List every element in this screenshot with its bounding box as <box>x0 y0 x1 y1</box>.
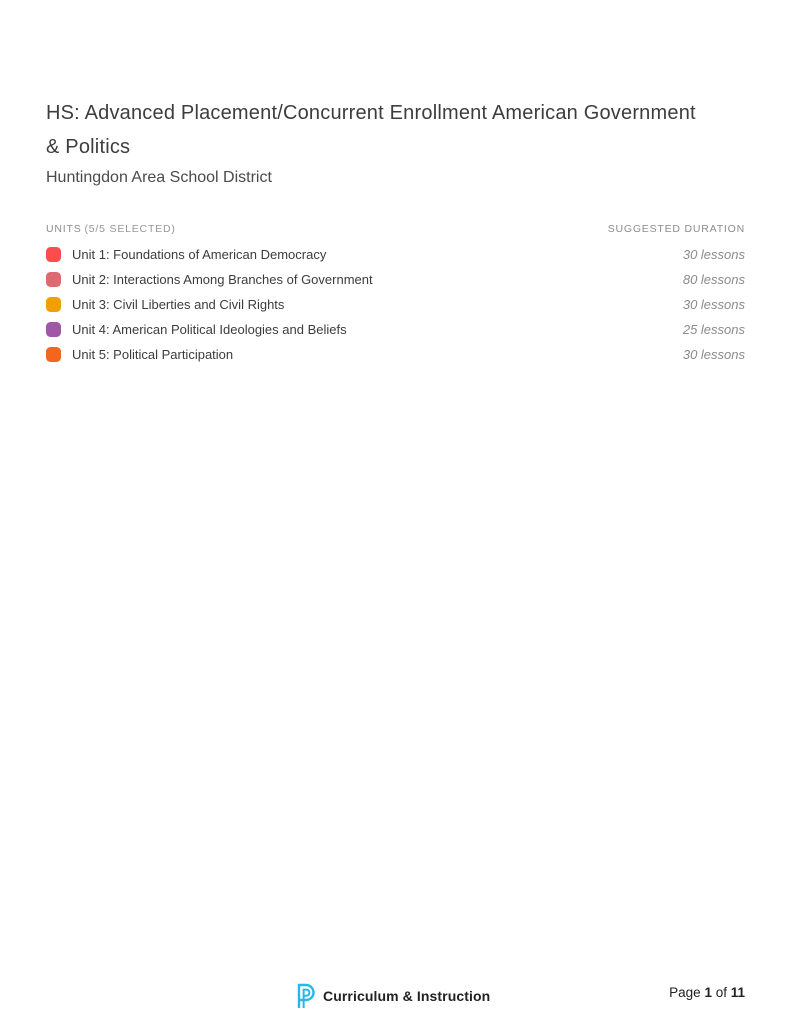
page-total: 11 <box>730 985 745 1000</box>
unit-color-swatch <box>46 297 61 312</box>
unit-row <box>46 267 745 292</box>
unit-color-swatch <box>46 322 61 337</box>
of-label: of <box>711 985 731 1000</box>
units-table-header <box>46 223 745 235</box>
unit-name: Unit 2: Interactions Among Branches of Government <box>72 272 373 287</box>
planboard-p-logo-icon <box>294 983 315 1008</box>
brand-text: Curriculum & Instruction <box>323 987 491 1004</box>
unit-name: Unit 1: Foundations of American Democracy <box>72 247 327 262</box>
unit-row <box>46 317 745 342</box>
unit-duration: 80 lessons <box>682 272 745 287</box>
units-list <box>46 242 745 367</box>
unit-duration: 25 lessons <box>682 322 745 337</box>
unit-row <box>46 242 745 267</box>
unit-row <box>46 342 745 367</box>
units-column-header <box>46 223 176 235</box>
units-selected-count: (5/5 SELECTED) <box>84 223 176 235</box>
unit-name: Unit 4: American Political Ideologies and Beliefs <box>72 322 347 337</box>
duration-column-header: SUGGESTED DURATION <box>607 223 745 235</box>
unit-duration: 30 lessons <box>682 247 745 262</box>
page-number: 1 <box>704 985 712 1000</box>
page-label: Page <box>669 985 705 1000</box>
unit-color-swatch <box>46 247 61 262</box>
page-title: HS: Advanced Placement/Concurrent Enrollment American Government & Politics <box>46 102 696 158</box>
brand <box>294 983 490 1008</box>
unit-duration: 30 lessons <box>682 297 745 312</box>
unit-row <box>46 292 745 317</box>
page-footer <box>0 983 791 1013</box>
unit-duration: 30 lessons <box>682 347 745 362</box>
unit-color-swatch <box>46 272 61 287</box>
unit-name: Unit 5: Political Participation <box>72 347 234 362</box>
unit-name: Unit 3: Civil Liberties and Civil Rights <box>72 297 285 312</box>
page-subtitle: Huntingdon Area School District <box>46 169 272 186</box>
units-label: UNITS <box>46 223 82 235</box>
unit-color-swatch <box>46 347 61 362</box>
page-indicator <box>669 985 745 1000</box>
